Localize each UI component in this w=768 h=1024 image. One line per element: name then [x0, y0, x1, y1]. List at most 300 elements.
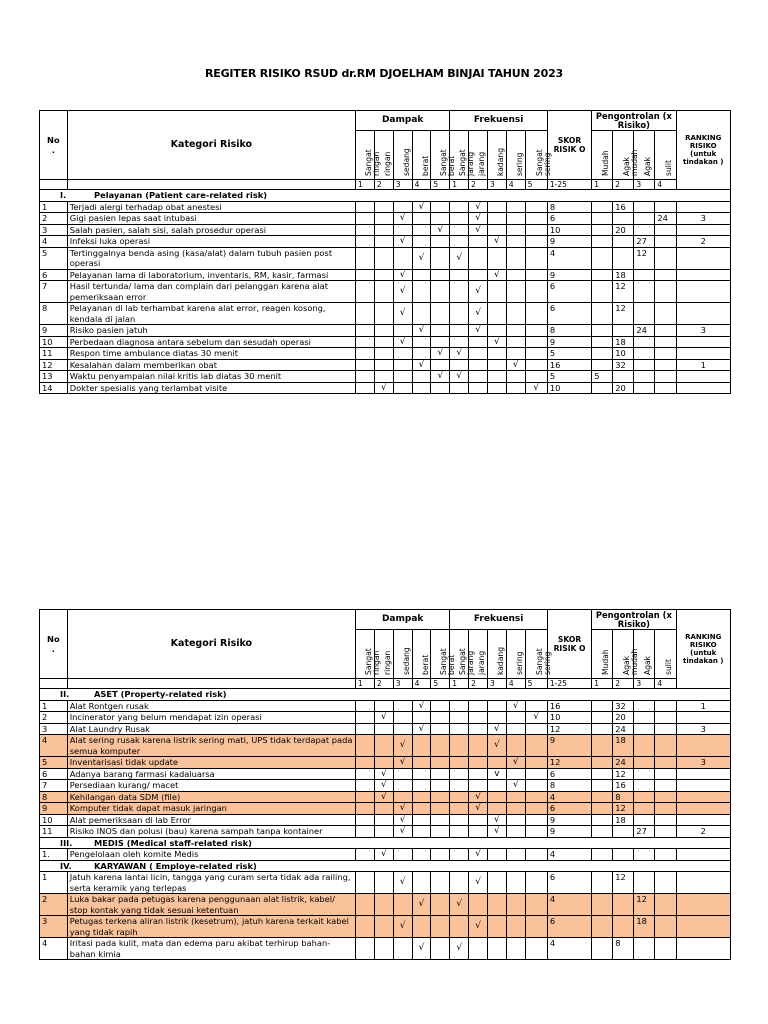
dampak-cell [356, 371, 375, 383]
frek-num: 4 [506, 180, 525, 190]
section-row [40, 190, 731, 202]
frek-cell [469, 938, 488, 960]
kontrol-num: 2 [613, 679, 634, 689]
table-row [40, 269, 731, 281]
frek-cell [487, 359, 506, 371]
dampak-cell [431, 768, 450, 780]
dampak-num: 3 [393, 679, 412, 689]
row-number: 5 [40, 247, 68, 269]
kontrol-cell [655, 303, 676, 325]
frek-cell [506, 872, 525, 894]
ranking-cell [676, 348, 731, 360]
dampak-cell [431, 894, 450, 916]
kontrol-header-2 [613, 131, 640, 180]
kontrol-cell [634, 712, 655, 724]
frek-header-label: Sangat sering [535, 648, 553, 675]
skor-cell: 4 [547, 849, 591, 861]
header-no: No . [40, 610, 68, 679]
frek-cell [487, 849, 506, 861]
table-row [40, 348, 731, 360]
dampak-cell [412, 814, 431, 826]
kontrol-cell [655, 938, 676, 960]
kontrol-cell [592, 791, 613, 803]
dampak-cell [431, 780, 450, 792]
table-row [40, 735, 731, 757]
frek-cell [506, 814, 525, 826]
table-row [40, 814, 731, 826]
header-number-row [40, 180, 731, 190]
table-row [40, 894, 731, 916]
kontrol-cell [634, 780, 655, 792]
table-row [40, 872, 731, 894]
dampak-cell: √ [412, 938, 431, 960]
dampak-cell [412, 735, 431, 757]
kontrol-cell [592, 269, 613, 281]
dampak-cell [356, 712, 375, 724]
dampak-cell: √ [374, 791, 393, 803]
frek-cell [469, 723, 488, 735]
row-number: 1. [40, 849, 68, 861]
frek-cell [469, 814, 488, 826]
kontrol-cell [592, 712, 613, 724]
dampak-cell [412, 780, 431, 792]
table-row [40, 803, 731, 815]
section-number: III. [60, 837, 73, 848]
kontrol-header-1 [592, 131, 613, 180]
skor-cell: 6 [547, 303, 591, 325]
frek-num: 3 [487, 679, 506, 689]
dampak-cell [431, 247, 450, 269]
kontrol-cell [592, 281, 613, 303]
frek-num: 2 [469, 180, 488, 190]
frek-cell [450, 224, 469, 236]
frek-cell: √ [469, 303, 488, 325]
dampak-cell: √ [393, 236, 412, 248]
dampak-cell [431, 735, 450, 757]
kontrol-cell: 12 [634, 247, 655, 269]
row-number: 2 [40, 213, 68, 225]
frek-cell [525, 916, 547, 938]
skor-cell: 9 [547, 236, 591, 248]
kontrol-cell [634, 359, 655, 371]
frek-cell [450, 325, 469, 337]
frek-cell [450, 735, 469, 757]
frek-cell [525, 303, 547, 325]
kontrol-cell: 12 [613, 303, 634, 325]
ranking-cell: 1 [676, 700, 731, 712]
dampak-cell [412, 336, 431, 348]
dampak-cell [393, 780, 412, 792]
row-number: 2 [40, 894, 68, 916]
row-kategori: Tertinggalnya benda asing (kasa/alat) dalam tubuh pasien post operasi [67, 247, 355, 269]
frek-num: 3 [487, 180, 506, 190]
frek-cell [506, 213, 525, 225]
frek-cell [450, 791, 469, 803]
frek-cell [506, 826, 525, 838]
dampak-cell [412, 768, 431, 780]
dampak-cell [374, 938, 393, 960]
kontrol-cell [592, 201, 613, 213]
frek-cell [469, 236, 488, 248]
row-number: 1 [40, 872, 68, 894]
ranking-cell: 3 [676, 757, 731, 769]
dampak-cell [374, 700, 393, 712]
frek-cell [506, 236, 525, 248]
skor-cell: 10 [547, 224, 591, 236]
dampak-cell: √ [393, 336, 412, 348]
kontrol-cell [655, 359, 676, 371]
kontrol-cell [592, 382, 613, 394]
dampak-cell [431, 325, 450, 337]
dampak-cell [356, 336, 375, 348]
dampak-cell [431, 201, 450, 213]
header-skor: SKOR RISIK O [547, 610, 591, 679]
kontrol-cell [655, 382, 676, 394]
dampak-header-label: Sangat berat [439, 149, 457, 176]
dampak-num: 1 [356, 180, 375, 190]
kontrol-cell: 24 [655, 213, 676, 225]
table-row [40, 336, 731, 348]
dampak-cell [374, 803, 393, 815]
frek-cell [506, 269, 525, 281]
dampak-cell [374, 201, 393, 213]
kontrol-cell [634, 224, 655, 236]
frek-cell [487, 780, 506, 792]
kontrol-cell [655, 269, 676, 281]
kontrol-cell [655, 814, 676, 826]
dampak-cell [431, 723, 450, 735]
kontrol-header-2 [613, 630, 640, 679]
row-number: 5 [40, 757, 68, 769]
header-frekuensi: Frekuensi [450, 610, 548, 630]
frek-cell: √ [487, 735, 506, 757]
kontrol-cell: 32 [613, 700, 634, 712]
kontrol-cell [634, 700, 655, 712]
table-row [40, 236, 731, 248]
skor-cell: 6 [547, 872, 591, 894]
kontrol-cell [592, 723, 613, 735]
frek-cell [525, 894, 547, 916]
dampak-cell [356, 916, 375, 938]
risk-register-table-1 [39, 110, 731, 394]
row-kategori: Pelayanan lama di laboratorium, inventaris, RM, kasir, farmasi [67, 269, 355, 281]
kontrol-cell [655, 236, 676, 248]
ranking-cell: 1 [676, 359, 731, 371]
dampak-header-label: Sangat ringan [363, 648, 381, 675]
kontrol-cell [634, 938, 655, 960]
kontrol-cell [655, 224, 676, 236]
header-number-row [40, 679, 731, 689]
kontrol-cell [592, 735, 613, 757]
frek-cell [506, 247, 525, 269]
kontrol-cell [592, 348, 613, 360]
skor-cell: 9 [547, 269, 591, 281]
frek-cell [525, 723, 547, 735]
kontrol-cell [655, 336, 676, 348]
frek-cell [487, 938, 506, 960]
frek-cell [525, 348, 547, 360]
dampak-cell: √ [412, 325, 431, 337]
kontrol-cell [592, 325, 613, 337]
dampak-cell [374, 303, 393, 325]
dampak-cell [374, 894, 393, 916]
ranking-cell [676, 916, 731, 938]
kontrol-cell: 12 [613, 803, 634, 815]
row-number: 13 [40, 371, 68, 383]
dampak-cell [356, 700, 375, 712]
kontrol-cell: 18 [634, 916, 655, 938]
dampak-cell [374, 916, 393, 938]
frek-cell [506, 894, 525, 916]
frek-cell [450, 723, 469, 735]
kontrol-num: 1 [592, 679, 613, 689]
dampak-num: 1 [356, 679, 375, 689]
dampak-cell [393, 348, 412, 360]
kontrol-cell: 5 [592, 371, 613, 383]
frek-cell [450, 269, 469, 281]
header-frekuensi: Frekuensi [450, 111, 548, 131]
dampak-cell: √ [393, 281, 412, 303]
dampak-cell [393, 849, 412, 861]
dampak-header-label: Sangat ringan [363, 149, 381, 176]
frek-cell: √ [487, 269, 506, 281]
frek-cell: √ [469, 213, 488, 225]
frek-cell [487, 803, 506, 815]
dampak-cell [356, 303, 375, 325]
dampak-cell [431, 826, 450, 838]
ranking-cell: 2 [676, 236, 731, 248]
skor-cell: 4 [547, 791, 591, 803]
row-number: 3 [40, 224, 68, 236]
dampak-cell [393, 723, 412, 735]
kontrol-header-label: sulit [664, 160, 674, 176]
skor-cell: 5 [547, 348, 591, 360]
row-kategori: Alat Laundry Rusak [67, 723, 355, 735]
dampak-cell [374, 213, 393, 225]
kontrol-cell [655, 723, 676, 735]
ranking-cell [676, 382, 731, 394]
dampak-cell [412, 281, 431, 303]
dampak-cell [356, 247, 375, 269]
ranking-cell [676, 849, 731, 861]
num-blank [40, 679, 68, 689]
ranking-cell [676, 938, 731, 960]
kontrol-cell [592, 213, 613, 225]
kontrol-cell [655, 780, 676, 792]
kontrol-header-label: Mudah [601, 150, 611, 176]
row-kategori: Alat sering rusak karena listrik sering mati, UPS tidak terdapat pada semua komputer [67, 735, 355, 757]
skor-cell: 9 [547, 814, 591, 826]
dampak-cell [431, 872, 450, 894]
frek-cell [506, 768, 525, 780]
frek-cell [525, 803, 547, 815]
ranking-cell [676, 281, 731, 303]
dampak-cell: √ [431, 348, 450, 360]
frek-cell [487, 303, 506, 325]
table-row [40, 938, 731, 960]
dampak-cell: √ [412, 201, 431, 213]
frek-cell: √ [469, 849, 488, 861]
frek-cell: √ [506, 359, 525, 371]
risk-register-table-2 [39, 609, 731, 960]
kontrol-cell [634, 303, 655, 325]
frek-cell: √ [469, 916, 488, 938]
row-kategori: Risiko INOS dan polusi (bau) karena sampah tanpa kontainer [67, 826, 355, 838]
dampak-cell [374, 336, 393, 348]
frek-cell [525, 700, 547, 712]
ranking-cell [676, 735, 731, 757]
dampak-cell [412, 269, 431, 281]
row-kategori: Salah pasien, salah sisi, salah prosedur operasi [67, 224, 355, 236]
frek-cell [450, 872, 469, 894]
kontrol-cell [592, 303, 613, 325]
row-number: 4 [40, 938, 68, 960]
dampak-cell [374, 735, 393, 757]
frek-cell [450, 712, 469, 724]
frek-cell [525, 336, 547, 348]
kontrol-cell: 32 [613, 359, 634, 371]
dampak-cell [412, 213, 431, 225]
frek-cell: √ [506, 700, 525, 712]
kontrol-cell: 12 [613, 768, 634, 780]
kontrol-cell: 20 [613, 712, 634, 724]
section-label: KARYAWAN ( Employe-related risk) [94, 860, 257, 871]
skor-cell: 6 [547, 213, 591, 225]
frek-header-label: kadang [495, 147, 505, 176]
num-blank [67, 180, 355, 190]
dampak-cell [356, 894, 375, 916]
dampak-cell [431, 757, 450, 769]
dampak-cell [431, 700, 450, 712]
header-row [40, 111, 731, 131]
kontrol-cell: 12 [613, 281, 634, 303]
header-kategori: Kategori Risiko [67, 111, 355, 180]
frek-cell: √ [450, 938, 469, 960]
dampak-header-label: sedang [401, 647, 411, 675]
frek-cell [487, 382, 506, 394]
frek-num: 1 [450, 180, 469, 190]
kontrol-cell [655, 757, 676, 769]
frek-cell [487, 325, 506, 337]
kontrol-cell [634, 872, 655, 894]
dampak-cell [431, 336, 450, 348]
kontrol-cell [655, 700, 676, 712]
ranking-cell [676, 201, 731, 213]
dampak-cell [412, 849, 431, 861]
header-row [40, 610, 731, 630]
frek-cell: √ [450, 247, 469, 269]
dampak-cell [393, 224, 412, 236]
frek-cell [469, 700, 488, 712]
dampak-cell [431, 814, 450, 826]
dampak-header-5 [431, 131, 457, 180]
kontrol-cell: 18 [613, 336, 634, 348]
table-row [40, 826, 731, 838]
kontrol-cell: 10 [613, 348, 634, 360]
section-number: I. [60, 190, 67, 200]
dampak-cell [393, 247, 412, 269]
frek-cell: √ [450, 894, 469, 916]
section-row [40, 689, 731, 701]
dampak-header-label: Sangat berat [439, 648, 457, 675]
dampak-cell: √ [374, 780, 393, 792]
dampak-cell [356, 224, 375, 236]
kontrol-cell [634, 213, 655, 225]
frek-cell [469, 359, 488, 371]
frek-cell [469, 894, 488, 916]
frek-cell [487, 791, 506, 803]
kontrol-cell [592, 849, 613, 861]
row-kategori: Adanya barang farmasi kadaluarsa [67, 768, 355, 780]
kontrol-num: 4 [655, 180, 676, 190]
frek-cell [525, 201, 547, 213]
frek-cell [450, 803, 469, 815]
kontrol-num: 1 [592, 180, 613, 190]
frek-cell [525, 814, 547, 826]
skor-cell: 4 [547, 894, 591, 916]
dampak-cell [374, 269, 393, 281]
kontrol-cell [613, 371, 634, 383]
table-row [40, 382, 731, 394]
frek-header-3 [487, 131, 506, 180]
frek-cell [450, 780, 469, 792]
frek-cell: √ [487, 814, 506, 826]
frek-cell [506, 303, 525, 325]
kontrol-cell [613, 916, 634, 938]
kontrol-cell [655, 201, 676, 213]
row-kategori: Perbedaan diagnosa antara sebelum dan sesudah operasi [67, 336, 355, 348]
frek-cell [506, 849, 525, 861]
dampak-cell [412, 382, 431, 394]
kontrol-cell [634, 757, 655, 769]
dampak-num: 3 [393, 180, 412, 190]
skor-range: 1-25 [547, 679, 591, 689]
dampak-cell [412, 803, 431, 815]
kontrol-num: 2 [613, 180, 634, 190]
kontrol-cell [634, 269, 655, 281]
kontrol-cell [655, 325, 676, 337]
kontrol-header-label: Agak [643, 156, 653, 176]
ranking-cell [676, 269, 731, 281]
skor-cell: 10 [547, 712, 591, 724]
dampak-header-label: ringan [382, 151, 392, 176]
kontrol-cell [634, 849, 655, 861]
skor-cell: 6 [547, 768, 591, 780]
table-row [40, 916, 731, 938]
frek-cell [506, 382, 525, 394]
ranking-cell: 3 [676, 723, 731, 735]
kontrol-cell [592, 224, 613, 236]
dampak-cell [356, 768, 375, 780]
frek-cell [469, 780, 488, 792]
kontrol-cell [592, 768, 613, 780]
header-skor: SKOR RISIK O [547, 111, 591, 180]
skor-cell: 12 [547, 723, 591, 735]
section-label: Pelayanan (Patient care-related risk) [94, 190, 268, 200]
frek-cell: √ [469, 803, 488, 815]
table-row [40, 247, 731, 269]
kontrol-cell [634, 791, 655, 803]
table-row [40, 757, 731, 769]
section-label: ASET (Property-related risk) [94, 689, 227, 699]
row-number: 10 [40, 814, 68, 826]
section-heading [40, 860, 731, 872]
dampak-cell [356, 938, 375, 960]
row-number: 1 [40, 201, 68, 213]
frek-cell: √ [469, 224, 488, 236]
frek-cell [450, 916, 469, 938]
kontrol-cell [592, 757, 613, 769]
